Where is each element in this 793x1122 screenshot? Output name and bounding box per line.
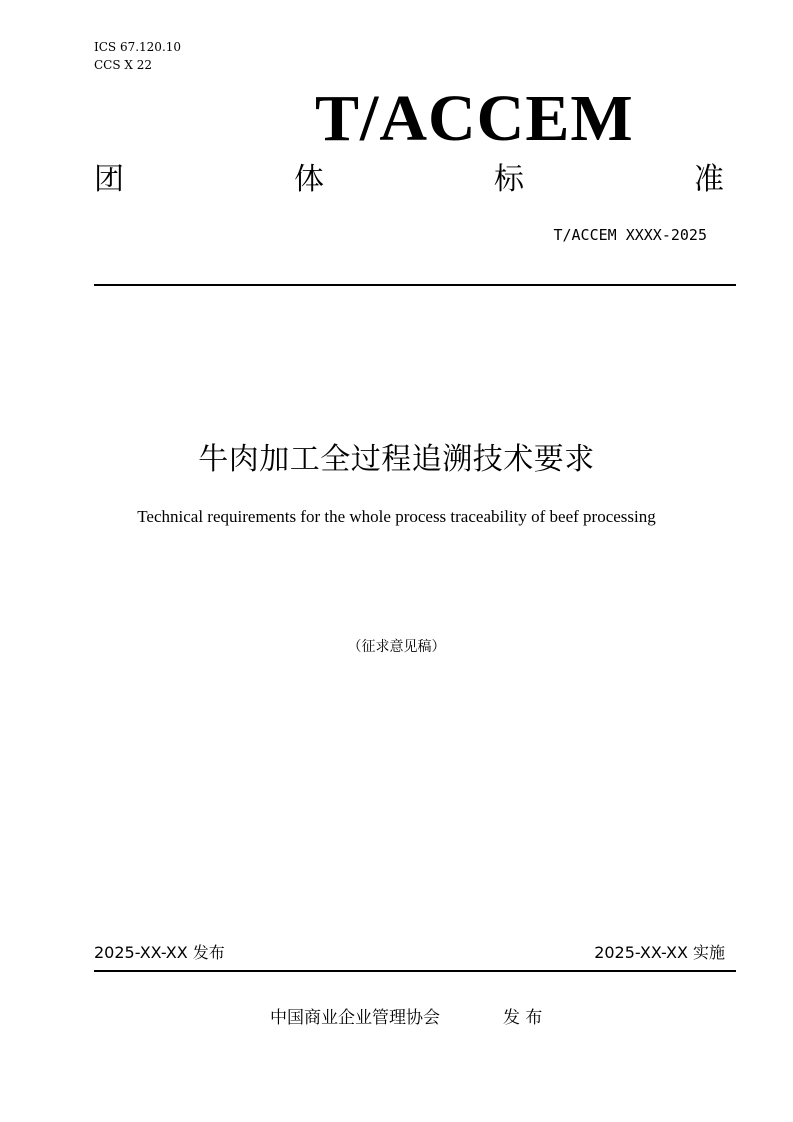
footer-divider [94, 970, 736, 972]
draft-status: （征求意见稿） [347, 639, 446, 655]
association-logo: T/ACCEM [315, 82, 634, 155]
ics-code: ICS 67.120.10 [94, 40, 182, 54]
standard-number: T/ACCEM XXXX-2025 [553, 226, 707, 244]
standard-type-char: 体 [294, 162, 324, 197]
standard-type [94, 162, 724, 198]
publish-date: 2025-XX-XX 发布 [94, 943, 225, 962]
issuer-name: 中国商业企业管理协会 [270, 1008, 440, 1028]
title-english: Technical requirements for the whole process traceability of beef processing [137, 507, 656, 526]
standard-type-char: 团 [94, 162, 124, 197]
header-divider [94, 284, 736, 286]
implement-date: 2025-XX-XX 实施 [594, 943, 725, 962]
standard-type-char: 标 [494, 162, 524, 197]
issuer-action: 发 布 [503, 1008, 543, 1028]
title-chinese: 牛肉加工全过程追溯技术要求 [198, 442, 595, 477]
ccs-code: CCS X 22 [94, 58, 153, 72]
standard-type-char: 准 [694, 162, 724, 197]
